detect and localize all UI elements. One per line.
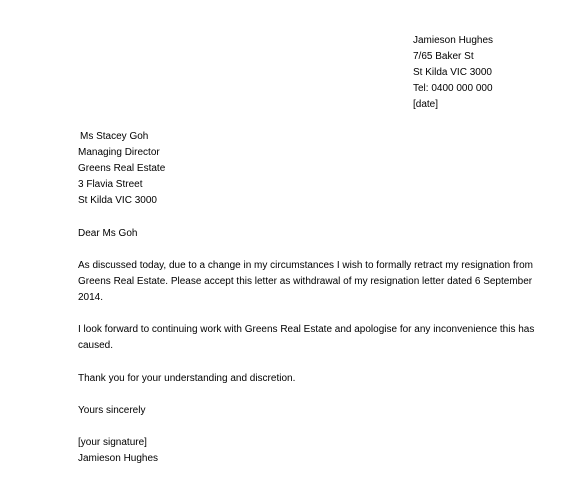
sender-tel: Tel: 0400 000 000: [413, 83, 493, 94]
sender-suburb: St Kilda VIC 3000: [413, 67, 492, 78]
paragraph-retraction: [78, 258, 533, 306]
sender-name: Jamieson Hughes: [413, 35, 494, 46]
letter-date: [date]: [413, 99, 439, 110]
recipient-title: Managing Director: [78, 147, 160, 158]
signature-placeholder: [your signature]: [78, 437, 147, 448]
sender-street: 7/65 Baker St: [413, 51, 474, 62]
paragraph-thanks: [78, 371, 518, 387]
recipient-name: Ms Stacey Goh: [80, 131, 149, 142]
recipient-suburb: St Kilda VIC 3000: [78, 195, 157, 206]
paragraph-line: Greens Real Estate. Please accept this letter as withdrawal of my resignation letter dated 6 September: [78, 276, 533, 287]
recipient-company: Greens Real Estate: [78, 163, 166, 174]
signature-block: [78, 435, 518, 467]
paragraph-line: I look forward to continuing work with Greens Real Estate and apologise for any inconvenience this has: [78, 324, 535, 335]
closing-text: Yours sincerely: [78, 405, 146, 416]
paragraph-line: 2014.: [78, 292, 104, 303]
recipient-street: 3 Flavia Street: [78, 179, 143, 190]
closing: [78, 403, 518, 419]
sender-address-block: [413, 33, 493, 113]
paragraph-line: caused.: [78, 340, 114, 351]
recipient-address-block: [78, 129, 165, 209]
salutation: [78, 226, 518, 242]
signature-name: Jamieson Hughes: [78, 453, 159, 464]
paragraph-continuing-work: [78, 322, 535, 354]
paragraph-line: Thank you for your understanding and discretion.: [78, 373, 296, 384]
salutation-text: Dear Ms Goh: [78, 228, 138, 239]
paragraph-line: As discussed today, due to a change in my circumstances I wish to formally retract my resignation from: [78, 260, 533, 271]
